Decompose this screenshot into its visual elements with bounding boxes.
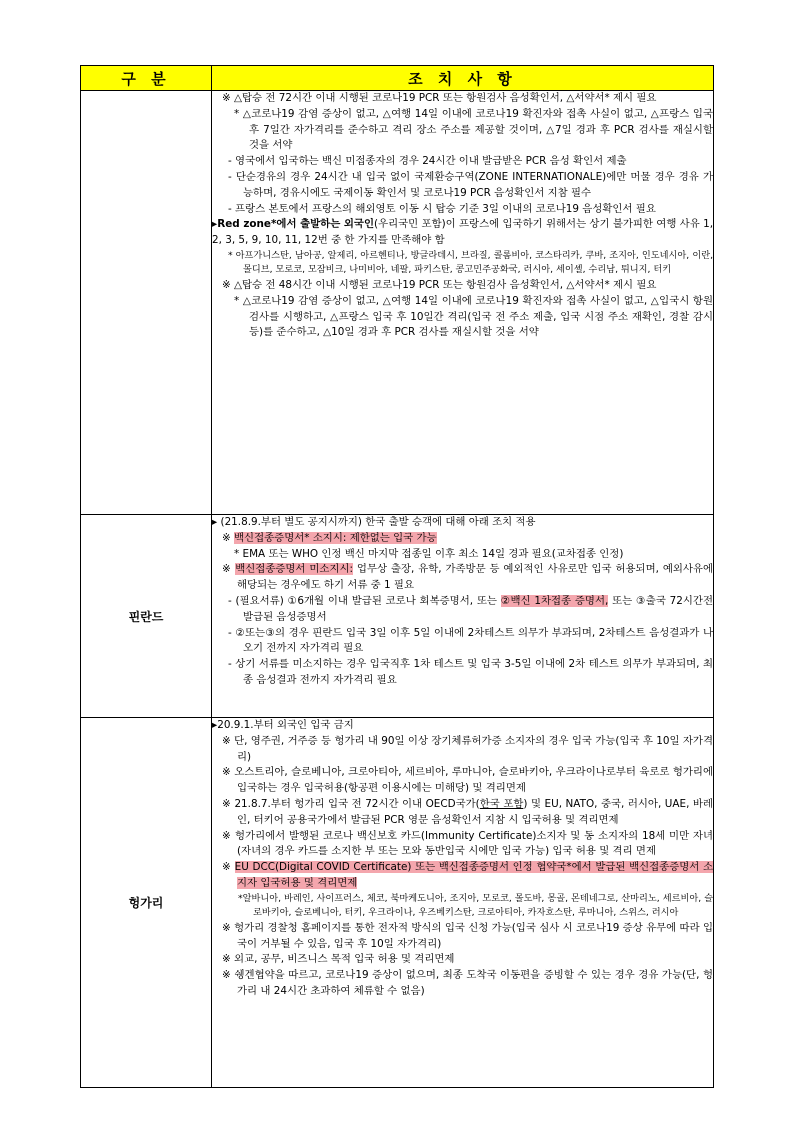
content-cell-hungary — [212, 718, 714, 1088]
red-zone-countries: * 아프가니스탄, 남아공, 알제리, 아르헨티나, 방글라데시, 브라질, 콜롬비아, 코스타리카, 쿠바, 조지아, 인도네시아, 이란, 몰디브, 모로코, 모잠비크, 나미비아, 네팔, 파키스탄, 콩고민주공화국, 러시아, 세이셸, 수리남, 튀니지, 터키 — [228, 249, 713, 276]
text-line: - 단순경유의 경우 24시간 내 입국 없이 국제환승구역(ZONE INTERNATIONALE)에만 머물 경우 경유 가능하며, 경유시에도 국제이동 확인서 및 코로나19 PCR 음성확인서 지참 필수 — [228, 170, 713, 199]
highlight-first-dose: ②백신 1차접종 증명서, — [500, 594, 609, 607]
hungary-intro: ▸20.9.1.부터 외국인 입국 금지 — [212, 719, 354, 731]
finland-no-docs: - 상기 서류를 미소지하는 경우 입국직후 1차 테스트 및 입국 3-5일 이내에 2차 테스트 의무가 부과되며, 최종 음성결과 전까지 자가격리 필요 — [228, 658, 713, 686]
header-category: 구 분 — [81, 66, 212, 91]
finland-docs: - (필요서류) ①6개월 이내 발급된 코로나 회복증명서, 또는 ②백신 1차접종 증명서, 또는 ③출국 72시간전 발급된 음성증명서 — [228, 594, 713, 623]
table-row-finland — [81, 515, 714, 718]
measures-table — [80, 65, 714, 1088]
underline-korea: 한국 포함 — [479, 797, 524, 810]
text-line: ※ 헝가리에서 발행된 코로나 백신보호 카드(Immunity Certificate)소지자 및 동 소지자의 18세 미만 자녀(자녀의 경우 카드를 소지한 부 또는 모와 동반입국 시에만 입국 가능) 입국 허용 및 격리 면제 — [222, 829, 713, 858]
text-line: ※ 오스트리아, 슬로베니아, 크로아티아, 세르비아, 루마니아, 슬로바키아, 우크라이나로부터 육로로 헝가리에 입국하는 경우 입국허용(항공편 이용시에는 미해당) 및 격리면제 — [222, 766, 713, 795]
red-zone-text: (우리국민 포함)이 프랑스에 입국하기 위해서는 상기 불가피한 여행 사유 1, 2, 3, 5, 9, 10, 11, 12번 중 한 가지를 만족해야 함 — [212, 218, 713, 247]
text-line: * △코로나19 감염 증상이 없고, △여행 14일 이내에 코로나19 확진자와 접촉 사실이 없고, △프랑스 입국 후 7일간 자가격리를 준수하고 격리 장소 주소를 제공할 것이며, △7일 경과 후 PCR 검사를 재실시할 것을 서약 — [234, 107, 713, 152]
finland-test: - ②또는③의 경우 핀란드 입국 3일 이후 5일 이내에 2차테스트 의무가 부과되며, 2차테스트 음성결과가 나오기 전까지 자가격리 필요 — [228, 626, 713, 655]
red-zone-paragraph — [212, 217, 713, 249]
red-zone-heading: ▸Red zone*에서 출발하는 외국인 — [212, 218, 375, 231]
text-line: ※ △탑승 전 48시간 이내 시행된 코로나19 PCR 또는 항원검사 음성확인서, △서약서* 제시 필요 — [222, 278, 657, 291]
highlight-unvaccinated: 백신접종증명서 미소지시: — [235, 563, 354, 576]
text-line: - 프랑스 본토에서 프랑스의 해외영토 이동 시 탑승 기준 3일 이내의 코로나19 음성확인서 필요 — [228, 202, 656, 215]
highlight-vaccinated: 백신접종증명서* 소지시: 제한없는 입국 가능 — [234, 531, 437, 544]
highlight-eu-dcc: EU DCC(Digital COVID Certificate) 또는 백신접종증명서 인정 협약국*에서 발급된 백신접종증명서 소지자 입국허용 및 격리면제 — [234, 861, 713, 889]
table-row-hungary — [81, 718, 714, 1088]
finland-vaccinated: ※ 백신접종증명서* 소지시: 제한없는 입국 가능 — [222, 531, 437, 544]
table-header-row — [81, 66, 714, 91]
country-cell-france — [81, 91, 212, 515]
text-line: ※ 쉥겐협약을 따르고, 코로나19 증상이 없으며, 최종 도착국 이동편을 증빙할 수 있는 경우 경유 가능(단, 헝가리 내 24시간 초과하여 체류할 수 없음) — [222, 969, 713, 997]
text-line: ※ 외교, 공무, 비즈니스 목적 입국 허용 및 격리면제 — [222, 953, 455, 966]
hungary-eu-countries: *알바니아, 바레인, 사이프러스, 체코, 북마케도니아, 조지아, 모로코, 몰도바, 몽골, 몬테네그로, 산마리노, 세르비아, 슬로바키아, 슬로베니아, 터키, 우크라이나, 우즈베키스탄, 크로아티아, 카자흐스탄, 루마니아, 스위스, 러시아 — [238, 892, 713, 919]
content-cell-france — [212, 91, 714, 515]
text-line: ※ △탑승 전 72시간 이내 시행된 코로나19 PCR 또는 항원검사 음성확인서, △서약서* 제시 필요 — [222, 92, 657, 104]
table-row-france — [81, 91, 714, 515]
country-cell-hungary: 헝가리 — [81, 718, 212, 1088]
content-cell-finland — [212, 515, 714, 718]
hungary-oecd: ※ 21.8.7.부터 헝가리 입국 전 72시간 이내 OECD국가(한국 포함) 및 EU, NATO, 중국, 러시아, UAE, 바레인, 터키어 공용국가에서 발급된 PCR 영문 음성확인서 지참 시 입국허용 및 격리면제 — [222, 797, 713, 826]
text-line: ※ 단, 영주권, 거주증 등 헝가리 내 90일 이상 장기체류허가증 소지자의 경우 입국 가능(입국 후 10일 자가격리) — [222, 734, 713, 763]
finland-vacc-note: * EMA 또는 WHO 인정 백신 마지막 접종일 이후 최소 14일 경과 필요(교차접종 인정) — [234, 547, 624, 560]
text-line: * △코로나19 감염 증상이 없고, △여행 14일 이내에 코로나19 확진자와 접촉 사실이 없고, △입국시 항원검사를 시행하고, △프랑스 입국 후 10일간 격리(입국 전 주소 제출, 입국 시점 주소 재확인, 경찰 감시 등)를 준수하고, △10일 경과 후 PCR 검사를 재실시할 것을 서약 — [234, 294, 713, 339]
finland-unvaccinated: ※ 백신접종증명서 미소지시: 업무상 출장, 유학, 가족방문 등 예외적인 사유로만 입국 허용되며, 예외사유에 해당되는 경우에도 하기 서류 중 1 필요 — [222, 563, 714, 592]
hungary-eu-dcc: ※ EU DCC(Digital COVID Certificate) 또는 백신접종증명서 인정 협약국*에서 발급된 백신접종증명서 소지자 입국허용 및 격리면제 — [222, 861, 713, 889]
country-cell-finland: 핀란드 — [81, 515, 212, 718]
text-line: ※ 헝가리 경찰청 홈페이지를 통한 전자적 방식의 입국 신청 가능(입국 심사 시 코로나19 증상 유무에 따라 입국이 거부될 수 있음, 입국 후 10일 자가격리) — [222, 921, 713, 950]
text-line: - 영국에서 입국하는 백신 미접종자의 경우 24시간 이내 발급받은 PCR 음성 확인서 제출 — [228, 155, 627, 168]
header-measures: 조 치 사 항 — [212, 66, 714, 91]
finland-intro: ▸ (21.8.9.부터 별도 공지시까지) 한국 출발 승객에 대해 아래 조치 적용 — [212, 516, 536, 528]
